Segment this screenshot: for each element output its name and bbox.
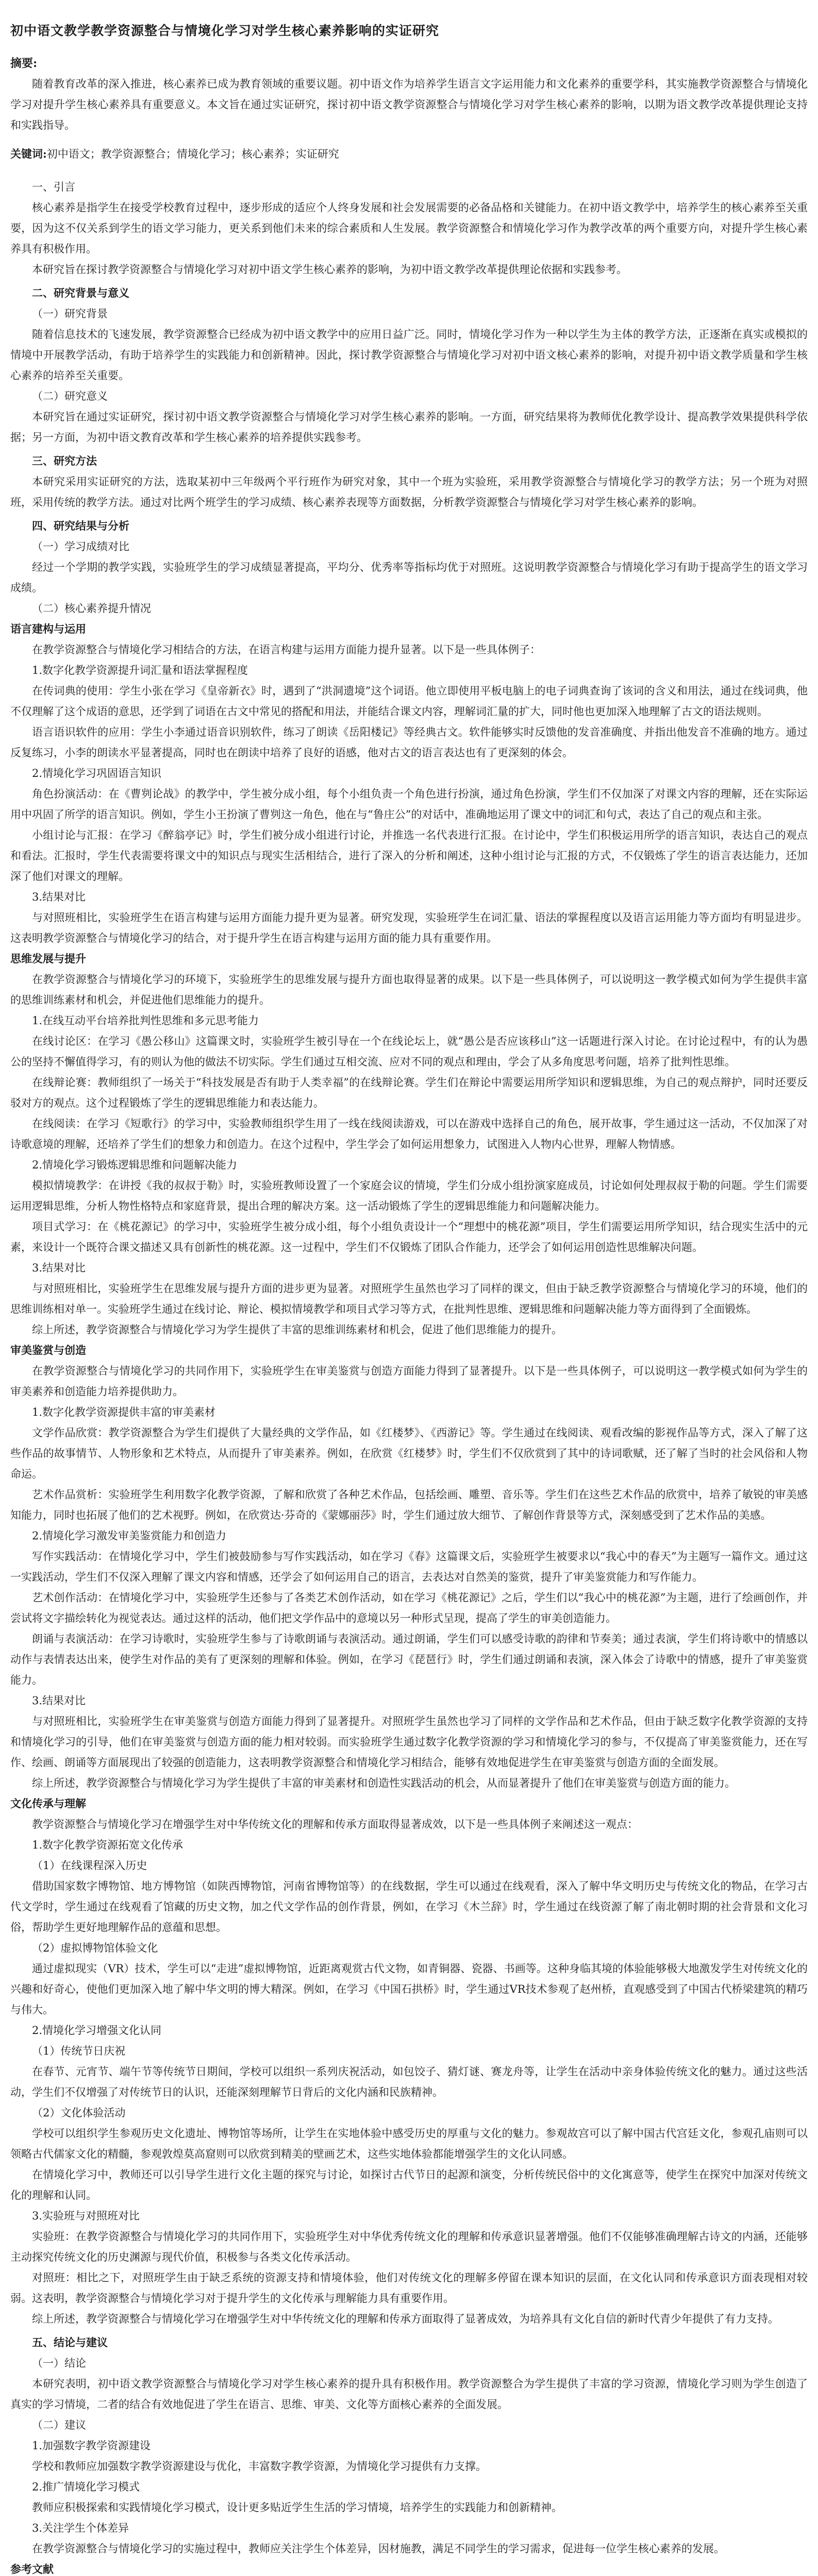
- aesthetic-paragraph: 朗诵与表演活动：在学习诗歌时，实验班学生参与了诗歌朗诵与表演活动。通过朗诵，学生们可以感受诗歌的韵律和节奏美；通过表演，学生们将诗歌中的情感以动作与表情表达出来，使学生对作品的美有了更深刻的理解和体验。例如，在学习《琵琶行》时，学生们通过朗诵和表演，深入体会了诗歌中的情感，提升了审美鉴赏能力。: [10, 1633, 808, 1686]
- recommendation-2-title: 2.推广情境化学习模式: [32, 2481, 140, 2493]
- thinking-paragraph: 与对照班相比，实验班学生在思维发展与提升方面的进步更为显著。对照班学生虽然也学习了同样的课文，但由于缺乏教学资源整合与情境化学习的环境，他们的思维训练相对单一。实验班学生通过在线讨论、辩论、模拟情境教学和项目式学习等方式，在批判性思维、逻辑思维和问题解决能力等方面得到了全面锻炼。: [10, 1282, 808, 1315]
- language-sub-3: 3.结果对比: [32, 891, 86, 903]
- thinking-paragraph: 模拟情境教学：在讲授《我的叔叔于勒》时，实验班教师设置了一个家庭会议的情境，学生们分成小组扮演家庭成员，讨论如何处理叔叔于勒的问题。学生们需要运用逻辑思维，分析人物性格特点和家庭背景，提出合理的解决方案。这一活动锻炼了学生的逻辑思维能力和问题解决能力。: [10, 1179, 808, 1212]
- section-1-paragraph: 本研究旨在探讨教学资源整合与情境化学习对初中语文学生核心素养的影响，为初中语文教学改革提供理论依据和实践参考。: [32, 263, 627, 276]
- section-3-title: 三、研究方法: [32, 454, 97, 467]
- section-2-1-title: （一）研究背景: [32, 308, 108, 320]
- section-4-1-paragraph: 经过一个学期的教学实践，实验班学生的学习成绩显著提高，平均分、优秀率等指标均优于对照班。这说明教学资源整合与情境化学习有助于提高学生的语文学习成绩。: [10, 561, 808, 594]
- aesthetic-intro: 在教学资源整合与情境化学习的共同作用下，实验班学生在审美鉴赏与创造方面能力得到了显著提升。以下是一些具体例子，可以说明这一教学模式如何为学生的审美素养和创造能力培养提供助力。: [10, 1365, 808, 1398]
- language-paragraph: 角色扮演活动：在《曹刿论战》的教学中，学生被分成小组，每个小组负责一个角色进行扮演，通过角色扮演，学生们不仅加深了对课文内容的理解，还在实际运用中巩固了所学的语言知识。例如，学生小王扮演了曹刿这一角色，他在与“鲁庄公”的对话中，准确地运用了课文中的词汇和句式，表达了自己的观点和主张。: [10, 788, 808, 821]
- thinking-paragraph: 在线讨论区：在学习《愚公移山》这篇课文时，实验班学生被引导在一个在线论坛上，就“愚公是否应该移山”这一话题进行深入讨论。在讨论过程中，有的认为愚公的坚持不懈值得学习，有的则认为他的做法不切实际。学生们通过互相交流、应对不同的观点和理由，学会了从多角度思考问题，培养了批判性思维。: [10, 1035, 808, 1068]
- section-4-1-title: （一）学习成绩对比: [32, 540, 129, 553]
- culture-sub-1-2: （2）虚拟博物馆体验文化: [32, 1942, 158, 1954]
- aesthetic-sub-1: 1.数字化教学资源提供丰富的审美素材: [32, 1406, 216, 1418]
- thinking-paragraph: 项目式学习：在《桃花源记》的学习中，实验班学生被分成小组，每个小组负责设计一个“理想中的桃花源”项目，学生们需要运用所学知识，结合现实生活中的元素，来设计一个既符合课文描述又具有创新性的桃花源。这一过程中，学生们不仅锻炼了团队合作能力，还学会了如何运用创造性思维解决问题。: [10, 1221, 808, 1253]
- culture-paragraph: 通过虚拟现实（VR）技术，学生可以“走进”虚拟博物馆，近距离观赏古代文物，如青铜器、瓷器、书画等。这种身临其境的体验能够极大地激发学生对传统文化的兴趣和好奇心，使他们更加深入地了解中华文明的博大精深。例如，在学习《中国石拱桥》时，学生通过VR技术参观了赵州桥，直观感受到了中国古代桥梁建筑的精巧与伟大。: [10, 1962, 808, 2016]
- aesthetic-heading: 审美鉴赏与创造: [10, 1344, 86, 1357]
- references-heading: 参考文献: [10, 2563, 54, 2575]
- thinking-paragraph: 综上所述，教学资源整合与情境化学习为学生提供了丰富的思维训练素材和机会，促进了他们思维能力的提升。: [32, 1324, 562, 1336]
- section-3-paragraph: 本研究采用实证研究的方法，选取某初中三年级两个平行班作为研究对象，其中一个班为实验班，采用教学资源整合与情境化学习的教学方法；另一个班为对照班，采用传统的教学方法。通过对比两个班学生的学习成绩、核心素养表现等方面数据，分析教学资源整合与情境化学习对学生核心素养的影响。: [10, 476, 808, 509]
- language-intro: 在教学资源整合与情境化学习相结合的方法，在语言构建与运用方面能力提升显著。以下是一些具体例子：: [32, 643, 541, 656]
- aesthetic-paragraph: 与对照班相比，实验班学生在审美鉴赏与创造方面能力得到了显著提升。对照班学生虽然也学习了同样的文学作品和艺术作品，但由于缺乏数字化教学资源的支持和情境化学习的引导，他们在审美鉴赏与创造方面的能力相对较弱。而实验班学生通过数字化教学资源的学习和情境化学习的参与，不仅提高了审美鉴赏能力，还在写作、绘画、朗诵等方面展现出了较强的创造能力，这表明教学资源整合和情境化学习相结合，能够有效地促进学生在审美鉴赏与创造方面的全面发展。: [10, 1715, 808, 1769]
- aesthetic-paragraph: 文学作品欣赏：教学资源整合为学生们提供了大量经典的文学作品，如《红楼梦》、《西游记》等。学生通过在线阅读、观看改编的影视作品等方式，深入了解了这些作品的故事情节、人物形象和艺术特点，从而提升了审美素养。例如，在欣赏《红楼梦》时，学生们不仅欣赏到了其中的诗词歌赋，还了解了当时的社会风俗和人物命运。: [10, 1427, 808, 1480]
- thinking-paragraph: 在线阅读：在学习《短歌行》的学习中，实验教师组织学生用了一线在线阅读游戏，可以在游戏中选择自己的角色，展开故事，学生通过这一活动，不仅加深了对诗歌意境的理解，还培养了学生们的想象力和创造力。在这个过程中，学生学会了如何运用想象力，试图进入人物内心世界，理解人物情感。: [10, 1117, 808, 1150]
- thinking-sub-1: 1.在线互动平台培养批判性思维和多元思考能力: [32, 1014, 259, 1027]
- culture-paragraph: 综上所述，教学资源整合与情境化学习在增强学生对中华传统文化的理解和传承方面取得了显著成效，为培养具有文化自信的新时代青少年提供了有力支持。: [32, 2313, 779, 2325]
- culture-paragraph: 对照班：相比之下，对照班学生由于缺乏系统的资源支持和情境体验，他们对传统文化的理解多停留在课本知识的层面，在文化认同和传承意识方面表现相对较弱。这表明，教学资源整合与情境化学习对于提升学生的文化传承与理解能力具有重要作用。: [10, 2272, 808, 2304]
- keywords-line: [10, 144, 808, 164]
- section-2-title: 二、研究背景与意义: [32, 286, 129, 299]
- culture-sub-2: 2.情境化学习增强文化认同: [32, 2024, 162, 2037]
- language-heading: 语言建构与运用: [10, 622, 86, 635]
- article: [10, 21, 808, 2576]
- culture-paragraph: 在情境化学习中，教师还可以引导学生进行文化主题的探究与讨论，如探讨古代节日的起源和演变，分析传统民俗中的文化寓意等，使学生在探究中加深对传统文化的理解和认同。: [10, 2168, 808, 2201]
- language-sub-2: 2.情境化学习巩固语言知识: [32, 767, 162, 779]
- section-4-title: 四、研究结果与分析: [32, 519, 129, 532]
- thinking-paragraph: 在线辩论赛：教师组织了一场关于“科技发展是否有助于人类幸福”的在线辩论赛。学生们在辩论中需要运用所学知识和逻辑思维，为自己的观点辩护，同时还要反驳对方的观点。这个过程锻炼了学生的逻辑思维能力和表达能力。: [10, 1076, 808, 1109]
- thinking-sub-2: 2.情境化学习锻炼逻辑思维和问题解决能力: [32, 1159, 238, 1171]
- aesthetic-paragraph: 写作实践活动：在情境化学习中，学生们被鼓励参与写作实践活动，如在学习《春》这篇课文后，实验班学生被要求以“我心中的春天”为主题写一篇作文。通过这一实践活动，学生们不仅深入理解了课文内容和情感，还学会了如何运用自己的语言，去表达对自然美的鉴赏，提升了审美鉴赏能力和写作能力。: [10, 1550, 808, 1583]
- culture-sub-2-1: （1）传统节日庆祝: [32, 2045, 126, 2057]
- culture-paragraph: 在春节、元宵节、端午节等传统节日期间，学校可以组织一系列庆祝活动，如包饺子、猜灯谜、赛龙舟等，让学生在活动中亲身体验传统文化的魅力。通过这些活动，学生们不仅增强了对传统节日的认识，还能深刻理解节日背后的文化内涵和民族精神。: [10, 2065, 808, 2098]
- section-5-2-title: （二）建议: [32, 2419, 86, 2431]
- culture-sub-2-2: （2）文化体验活动: [32, 2107, 126, 2119]
- abstract-label: 摘要:: [10, 57, 38, 70]
- language-sub-1: 1.数字化教学资源提升词汇量和语法掌握程度: [32, 664, 248, 676]
- recommendation-1-title: 1.加强数字教学资源建设: [32, 2439, 151, 2452]
- section-4-2-title: （二）核心素养提升情况: [32, 602, 151, 615]
- abstract-text: 随着教育改革的深入推进，核心素养已成为教育领域的重要议题。初中语文作为培养学生语言文字运用能力和文化素养的重要学科，其实施教学资源整合与情境化学习对提升学生核心素养具有重要意义。本文旨在通过实证研究，探讨初中语文教学资源整合与情境化学习对学生核心素养的影响，以期为语文教学改革提供理论支持和实践指导。: [10, 78, 808, 131]
- culture-sub-1-1: （1）在线课程深入历史: [32, 1859, 147, 1872]
- recommendation-paragraph: 学校和教师应加强数字教学资源建设与优化，丰富数字教学资源，为情境化学习提供有力支撑。: [32, 2460, 487, 2472]
- aesthetic-sub-2: 2.情境化学习激发审美鉴赏能力和创造力: [32, 1530, 227, 1542]
- aesthetic-paragraph: 艺术作品赏析：实验班学生利用数字化教学资源，了解和欣赏了各种艺术作品，包括绘画、雕塑、音乐等。学生们在这些艺术作品的欣赏中，培养了敏锐的审美感知能力，同时也拓展了他们的艺术视野。例如，在欣赏达·芬奇的《蒙娜丽莎》时，学生们通过放大细节、了解创作背景等方式，深刻感受到了艺术作品的美感。: [10, 1488, 808, 1521]
- section-5-1-paragraph: 本研究表明，初中语文教学资源整合与情境化学习对学生核心素养的提升具有积极作用。教学资源整合为学生提供了丰富的学习资源，情境化学习则为学生创造了真实的学习情境，二者的结合有效地促进了学生在语言、思维、审美、文化等方面核心素养的全面发展。: [10, 2378, 808, 2411]
- section-1-paragraph: 核心素养是指学生在接受学校教育过程中，逐步形成的适应个人终身发展和社会发展需要的必备品格和关键能力。在初中语文教学中，培养学生的核心素养至关重要，因为这不仅关系到学生的语文学习能力，更关系到他们未来的综合素质和人生发展。教学资源整合和情境化学习作为教学改革的两个重要方向，对提升学生核心素养具有积极作用。: [10, 201, 808, 255]
- thinking-sub-3: 3.结果对比: [32, 1262, 86, 1274]
- thinking-heading: 思维发展与提升: [10, 952, 86, 965]
- language-paragraph: 在传词典的使用：学生小张在学习《皇帝新衣》时，遇到了“洪洞遗境”这个词语。他立即使用平板电脑上的电子词典查询了该词的含义和用法，通过在线词典，他不仅理解了这个成语的意思，还学到了词语在古文中常见的搭配和用法，并能结合课文内容，理解词汇量的扩大，同时他也更加深入地理解了古文的语法规则。: [10, 685, 808, 718]
- keywords-label: 关键词:: [10, 147, 47, 160]
- recommendation-paragraph: 在教学资源整合与情境化学习的实施过程中，教师应关注学生个体差异，因材施教，满足不同学生的学习需求，促进每一位学生核心素养的发展。: [32, 2543, 725, 2555]
- section-5-title: 五、结论与建议: [32, 2336, 108, 2349]
- aesthetic-paragraph: 综上所述，教学资源整合与情境化学习为学生提供了丰富的审美素材和创造性实践活动的机会，从而显著提升了他们在审美鉴赏与创造方面的能力。: [32, 1777, 736, 1789]
- culture-intro: 教学资源整合与情境化学习在增强学生对中华传统文化的理解和传承方面取得显著成效，以下是一些具体例子来阐述这一观点：: [32, 1818, 638, 1831]
- language-paragraph: 小组讨论与汇报：在学习《醉翁亭记》时，学生们被分成小组进行讨论，并推选一名代表进行汇报。在讨论中，学生们积极运用所学的语言知识，表达自己的观点和看法。汇报时，学生代表需要将课文中的知识点与现实生活相结合，进行了深入的分析和阐述，这种小组讨论与汇报的方式，不仅锻炼了学生的语言表达能力，还加深了他们对课文的理解。: [10, 829, 808, 883]
- culture-sub-1: 1.数字化教学资源拓宽文化传承: [32, 1839, 183, 1851]
- culture-paragraph: 实验班：在教学资源整合与情境化学习的共同作用下，实验班学生对中华优秀传统文化的理解和传承意识显著增强。他们不仅能够准确理解古诗文的内涵，还能够主动探究传统文化的历史渊源与现代价值，积极参与各类文化传承活动。: [10, 2230, 808, 2263]
- culture-sub-3: 3.实验班与对照班对比: [32, 2210, 140, 2222]
- language-paragraph: 语言语识软件的应用：学生小李通过语音识别软件，练习了朗读《岳阳楼记》等经典古文。软件能够实时反馈他的发音准确度、并指出他发音不准确的地方。通过反复练习，小李的朗读水平显著提高，同时也在朗读中培养了良好的语感，他对古文的语言表达也有了更深刻的体会。: [10, 726, 808, 759]
- section-1-title: 一、引言: [32, 181, 75, 193]
- culture-heading: 文化传承与理解: [10, 1797, 86, 1810]
- recommendation-3-title: 3.关注学生个体差异: [32, 2522, 129, 2534]
- aesthetic-paragraph: 艺术创作活动：在情境化学习中，实验班学生还参与了各类艺术创作活动，如在学习《桃花源记》之后，学生们以“我心中的桃花源”为主题，进行了绘画创作，并尝试将文字描绘转化为视觉表达。通过这样的活动，他们把文学作品中的意境以另一种形式呈现，提高了学生的审美创造能力。: [10, 1591, 808, 1624]
- article-title: 初中语文教学教学资源整合与情境化学习对学生核心素养影响的实证研究: [10, 23, 440, 38]
- aesthetic-sub-3: 3.结果对比: [32, 1694, 86, 1707]
- thinking-intro: 在教学资源整合与情境化学习的环境下，实验班学生的思维发展与提升方面也取得显著的成果。以下是一些具体例子，可以说明这一教学模式如何为学生提供丰富的思维训练素材和机会，并促进他们思维能力的提升。: [10, 973, 808, 1006]
- culture-paragraph: 借助国家数字博物馆、地方博物馆（如陕西博物馆，河南省博物馆等）的在线数据，学生可以通过在线观看，深入了解中华文明历史与传统文化的物品，在学习古代文学时，学生通过在线观看了馆藏的历史文物，加之代文学作品的创作背景，例如，在学习《木兰辞》时，学生通过在线资源了解了南北朝时期的社会背景和文化习俗，帮助学生更好地理解作品的意蕴和思想。: [10, 1880, 808, 1934]
- recommendation-paragraph: 教师应积极探索和实践情境化学习模式，设计更多贴近学生生活的学习情境，培养学生的实践能力和创新精神。: [32, 2501, 562, 2514]
- section-2-2-title: （二）研究意义: [32, 390, 108, 402]
- section-2-1-paragraph: 随着信息技术的飞速发展，教学资源整合已经成为初中语文教学中的应用日益广泛。同时，情境化学习作为一种以学生为主体的教学方法，正逐渐在真实或模拟的情境中开展教学活动，有助于培养学生的实践能力和创新精神。因此，探讨教学资源整合与情境化学习对初中语文核心素养的影响，对提升初中语文教学质量和学生核心素养的培养至关重要。: [10, 328, 808, 382]
- culture-paragraph: 学校可以组织学生参观历史文化遗址、博物馆等场所，让学生在实地体验中感受历史的厚重与文化的魅力。参观故宫可以了解中国古代宫廷文化，参观孔庙则可以领略古代儒家文化的精髓，参观敦煌莫高窟则可以欣赏到精美的壁画艺术，这些实地体验都能增强学生的文化认同感。: [10, 2127, 808, 2160]
- section-2-2-paragraph: 本研究旨在通过实证研究，探讨初中语文教学资源整合与情境化学习对学生核心素养的影响。一方面，研究结果将为教师优化教学设计、提高教学效果提供科学依据；另一方面，为初中语文教育改革和学生核心素养的培养提供实践参考。: [10, 411, 808, 444]
- section-5-1-title: （一）结论: [32, 2357, 86, 2369]
- language-paragraph: 与对照班相比，实验班学生在语言构建与运用方面能力提升更为显著。研究发现，实验班学生在词汇量、语法的掌握程度以及语言运用能力等方面均有明显进步。这表明教学资源整合与情境化学习的结合，对于提升学生在语言构建与运用方面的能力具有重要作用。: [10, 911, 808, 944]
- keywords-text: 初中语文；教学资源整合；情境化学习；核心素养；实证研究: [46, 148, 339, 160]
